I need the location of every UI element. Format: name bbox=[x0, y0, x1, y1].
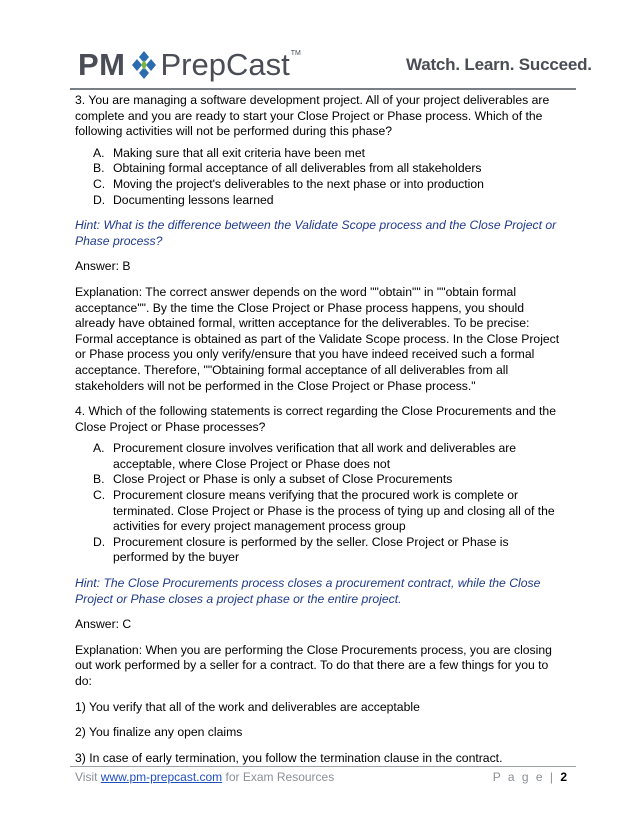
option-item: B. Close Project or Phase is only a subset of Close Procurements bbox=[93, 472, 453, 487]
logo-pm-text: PM bbox=[78, 47, 126, 82]
question-4-hint: Hint: The Close Procurements process closes a procurement contract, while the Close Project or Phase closes a project phase or the entire project. bbox=[75, 576, 541, 606]
explanation-step: 1) You verify that all of the work and deliverables are acceptable bbox=[75, 699, 420, 714]
pm-prepcast-logo bbox=[78, 48, 301, 82]
question-3: 3. You are managing a software development project. All of your project deliverables are complete and you are ready to start your Close Project or Phase process. Which of the following activities will not be performed during this phase? bbox=[75, 93, 550, 139]
question-3-answer: Answer: B bbox=[75, 259, 131, 274]
question-4-explanation: Explanation: When you are performing the Close Procurements process, you are closing out work performed by a seller for a contract. To do that there are a few things for you to do: bbox=[75, 642, 552, 688]
logo-prepcast-text: PrepCast bbox=[160, 47, 290, 82]
page-label: P a g e | bbox=[492, 770, 555, 784]
question-3-hint: Hint: What is the difference between the Validate Scope process and the Close Project or Phase process? bbox=[75, 218, 557, 248]
option-item: A. Making sure that all exit criteria have been met bbox=[93, 145, 365, 160]
footer-resources-text: for Exam Resources bbox=[225, 770, 335, 784]
option-item: B. Obtaining formal acceptance of all deliverables from all stakeholders bbox=[93, 161, 482, 176]
page-header bbox=[0, 0, 638, 95]
option-item: C. Moving the project's deliverables to the next phase or into production bbox=[93, 176, 484, 191]
footer-visit-text: Visit bbox=[75, 770, 98, 784]
explanation-step: 3) In case of early termination, you follow the termination clause in the contract. bbox=[75, 750, 503, 765]
explanation-step: 2) You finalize any open claims bbox=[75, 725, 243, 740]
website-link[interactable]: www.pm-prepcast.com bbox=[100, 770, 223, 784]
page-content bbox=[75, 93, 567, 766]
option-item: C. Procurement closure means verifying that the procured work is complete or terminated. Close Project or Phase is the process of tying up and closing all of the activities for every project management process group bbox=[93, 488, 555, 534]
question-4: 4. Which of the following statements is correct regarding the Close Procurements and the Close Project or Phase processes? bbox=[75, 404, 556, 434]
logo-trademark: TM bbox=[290, 50, 301, 57]
option-item: A. Procurement closure involves verification that all work and deliverables are acceptable, where Close Project or Phase does not bbox=[93, 441, 517, 471]
question-4-options bbox=[75, 441, 567, 566]
question-4-answer: Answer: C bbox=[75, 617, 132, 632]
question-3-options bbox=[75, 146, 567, 208]
page-footer bbox=[75, 770, 567, 784]
option-item: D. Procurement closure is performed by the seller. Close Project or Phase is performed by the buyer bbox=[93, 534, 509, 565]
question-3-explanation: Explanation: The correct answer depends on the word ""obtain"" in ""obtain formal acceptance"". By the time the Close Project or Phase process happens, you should already have obtained formal, written acceptance for the deliverables. To be precise: Formal acceptance is obtained as part of the Validate Scope process. In the Close Project or Phase process you only verify/ensure that you have indeed received such a formal acceptance. Therefore, ""Obtaining formal acceptance of all deliverables from all stakeholders will not be performed in the Close Project or Phase process." bbox=[75, 284, 560, 393]
diamond-logo-icon bbox=[131, 50, 157, 80]
page-number bbox=[493, 770, 567, 784]
option-item: D. Documenting lessons learned bbox=[93, 192, 274, 207]
footer-divider bbox=[70, 766, 576, 767]
page-number-value: 2 bbox=[560, 770, 567, 784]
header-divider bbox=[70, 88, 576, 90]
tagline: Watch. Learn. Succeed. bbox=[406, 55, 592, 74]
